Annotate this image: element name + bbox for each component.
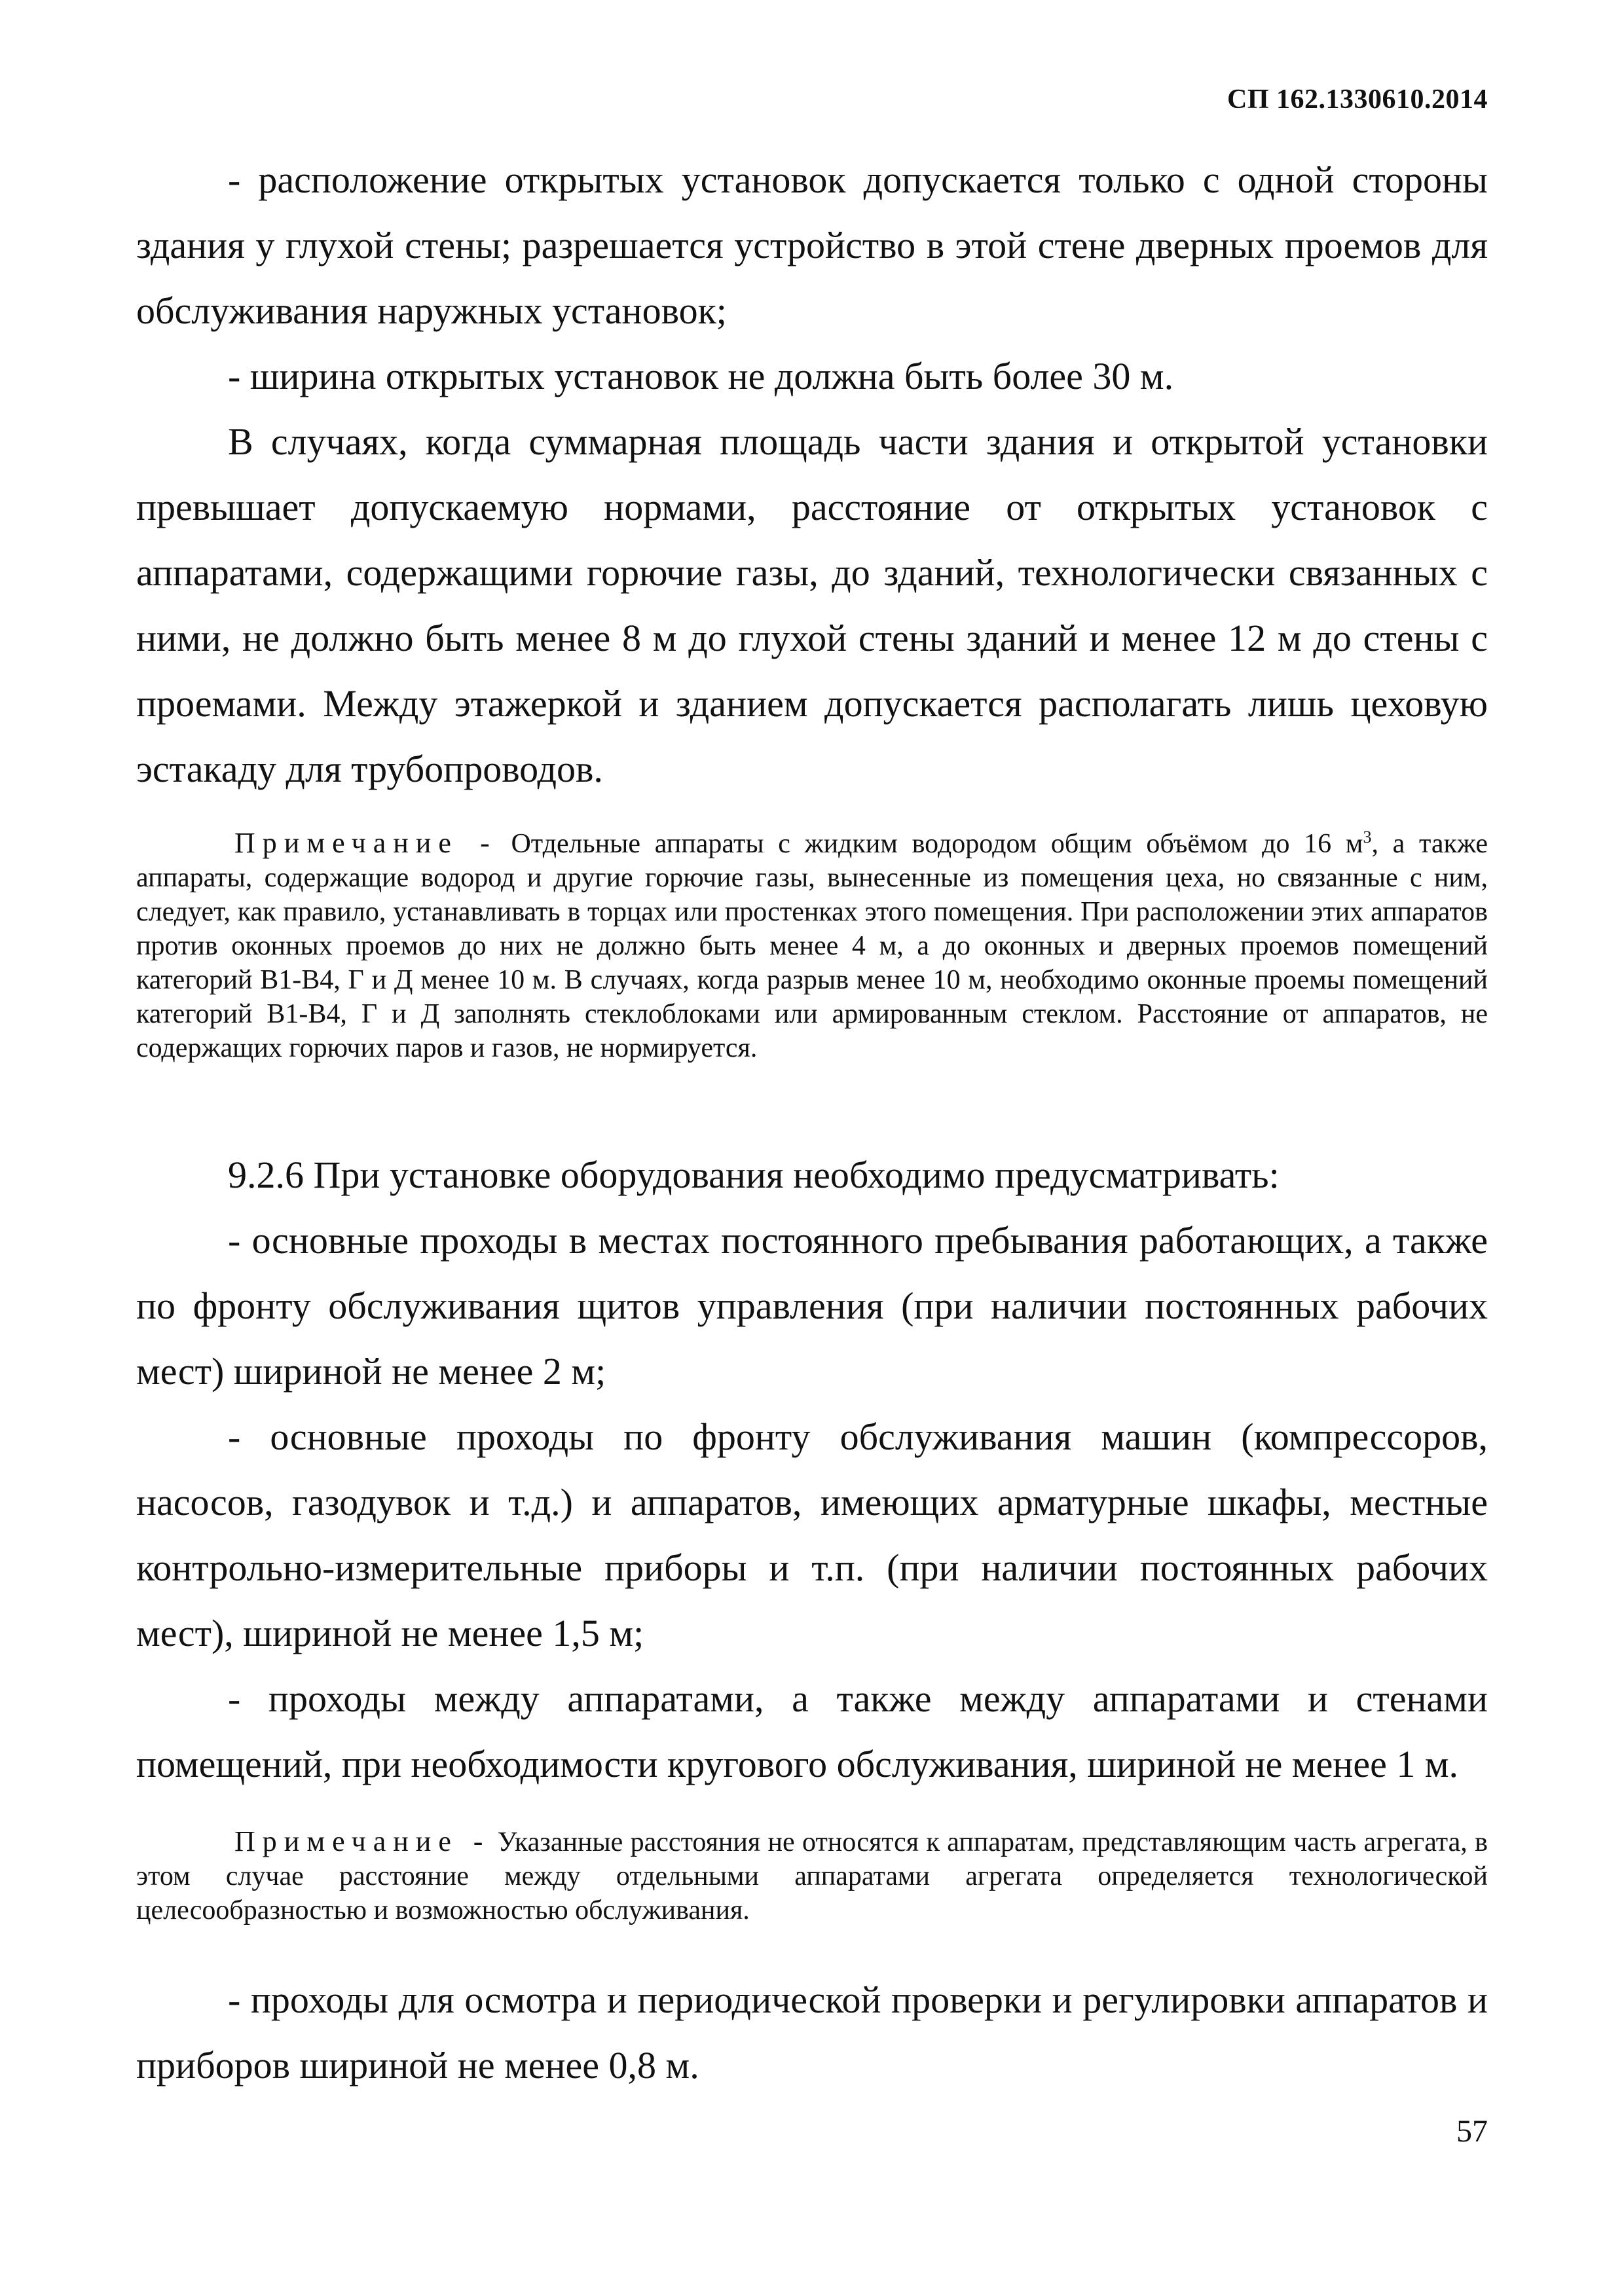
paragraph-apparatus-passages: - проходы между аппаратами, а также между аппаратами и стенами помещений, при необходимости кругового обслуживания, шириной не менее 1 м.	[136, 1677, 1488, 1785]
note-aggregate-apparatus	[136, 1825, 1488, 1927]
paragraph-open-installations-width: - ширина открытых установок не должна быть более 30 м.	[228, 355, 1174, 397]
section-heading-9-2-6: 9.2.6 При установке оборудования необходимо предусматривать:	[228, 1154, 1280, 1196]
paragraph-distance-requirements: В случаях, когда суммарная площадь части здания и открытой установки превышает допускаемую нормами, расстояние от открытых установок с аппаратами, содержащими горючие газы, до зданий, технологически связанных с ними, не должно быть менее 8 м до глухой стены зданий и менее 12 м до стены с проемами. Между этажеркой и зданием допускается располагать лишь цеховую эстакаду для трубопроводов.	[136, 420, 1488, 790]
paragraph-inspection-passages: - проходы для осмотра и периодической проверки и регулировки аппаратов и приборов шириной не менее 0,8 м.	[136, 1978, 1488, 2086]
note-text-part1: Отдельные аппараты с жидким водородом общим объёмом до 16 м	[511, 829, 1363, 859]
paragraph-open-installations-location: - расположение открытых установок допускается только с одной стороны здания у глухой стены; разрешается устройство в этой стене дверных проемов для обслуживания наружных установок;	[136, 158, 1488, 332]
superscript-cubic: 3	[1363, 828, 1372, 847]
note-text-part2: , а также аппараты, содержащие водород и другие горючие газы, вынесенные из помещения цеха, но связанные с ним, следует, как правило, устанавливать в торцах или простенках этого помещения. При расположении этих аппаратов против оконных проемов до них не должно быть менее 4 м, а до оконных и дверных проемов помещений категорий В1-В4, Г и Д менее 10 м. В случаях, когда разрыв менее 10 м, необходимо оконные проемы помещений категорий В1-В4, Г и Д заполнять стеклоблоками или армированным стеклом. Расстояние от аппаратов, не содержащих горючих паров и газов, не нормируется.	[136, 829, 1488, 1063]
note-label: Примечание -	[234, 827, 497, 859]
note-hydrogen-apparatus	[136, 826, 1488, 1065]
paragraph-main-passages: - основные проходы в местах постоянного пребывания работающих, а также по фронту обслуживания щитов управления (при наличии постоянных рабочих мест) шириной не менее 2 м;	[136, 1219, 1488, 1393]
paragraph-machine-passages: - основные проходы по фронту обслуживания машин (компрессоров, насосов, газодувок и т.д.) и аппаратов, имеющих арматурные шкафы, местные контрольно-измерительные приборы и т.п. (при наличии постоянных рабочих мест), шириной не менее 1,5 м;	[136, 1415, 1488, 1654]
note-text: Указанные расстояния не относятся к аппаратам, представляющим часть агрегата, в этом случае расстояние между отдельными аппаратами агрегата определяется технологической целесообразностью и возможностью обслуживания.	[136, 1827, 1488, 1925]
page-number: 57	[1456, 2114, 1488, 2149]
note-label: Примечание -	[234, 1825, 490, 1857]
document-code-header: СП 162.1330610.2014	[1227, 84, 1488, 115]
